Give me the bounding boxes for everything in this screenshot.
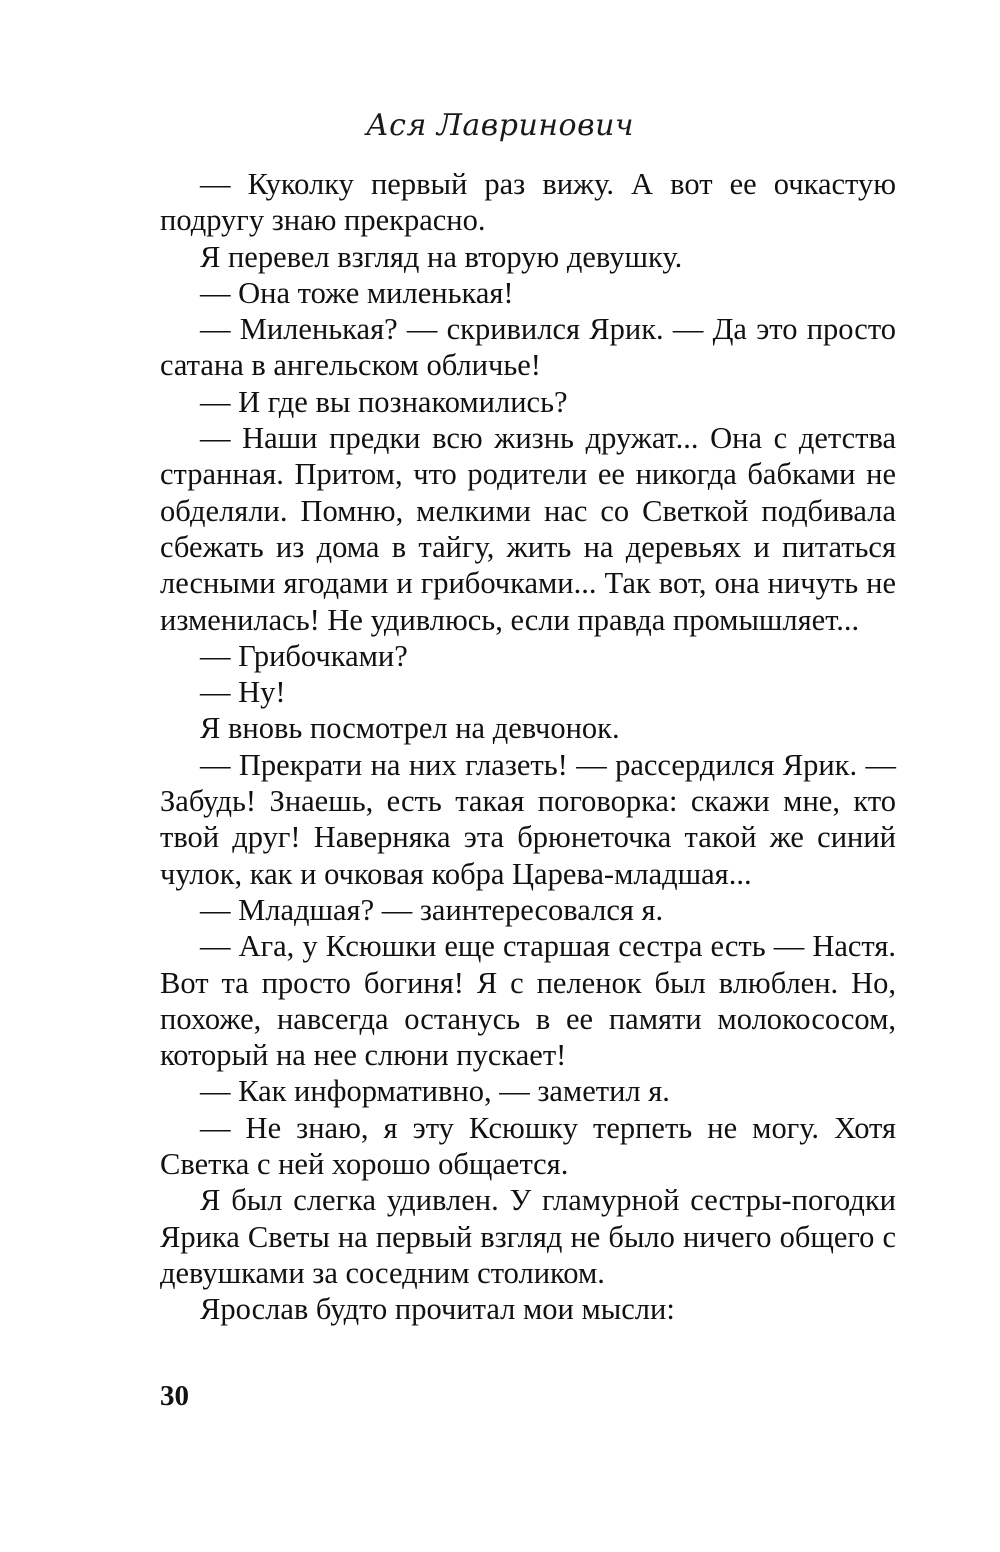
paragraph: Я вновь посмотрел на девчонок. xyxy=(200,711,620,746)
paragraph: — Грибочками? xyxy=(200,638,408,673)
paragraph: — Миленькая? — скривился Ярик. — Да это просто сатана в ангельском обличье! xyxy=(160,312,896,383)
paragraph: Я перевел взгляд на вторую девушку. xyxy=(200,239,683,274)
paragraph: — Ну! xyxy=(200,675,286,710)
paragraph: — Ага, у Ксюшки еще старшая сестра есть — Настя. Вот та просто богиня! Я с пеленок был влюблен. Но, похоже, навсегда останусь в ее памяти молокососом, который на нее слюни пускает! xyxy=(160,929,896,1073)
paragraph: — Не знаю, я эту Ксюшку терпеть не могу. Хотя Светка с ней хорошо общается. xyxy=(160,1110,896,1182)
paragraph: — Как информативно, — заметил я. xyxy=(200,1074,670,1109)
paragraph: — Наши предки всю жизнь дружат... Она с детства странная. Притом, что родители ее никогда бабками не обделяли. Помню, мелкими нас со Светкой подбивала сбежать из дома в тайгу, жить на деревьях и питаться лесными ягодами и грибочками... Так вот, она ничуть не изменилась! Не удивлюсь, если правда промышляет... xyxy=(160,421,896,637)
paragraph: Я был слегка удивлен. У гламурной сестры-погодки Ярика Светы на первый взгляд не было ничего общего с девушками за соседним столиком. xyxy=(160,1183,896,1290)
paragraph: — Она тоже миленькая! xyxy=(200,275,514,310)
paragraph: — И где вы познакомились? xyxy=(200,384,568,419)
page-number: 30 xyxy=(160,1380,189,1412)
paragraph: Ярослав будто прочитал мои мысли: xyxy=(200,1292,675,1327)
paragraph: — Младшая? — заинтересовался я. xyxy=(200,892,664,927)
paragraph: — Куколку первый раз вижу. А вот ее очкастую подругу знаю прекрасно. xyxy=(160,167,896,238)
paragraph: — Прекрати на них глазеть! — рассердился Ярик. — Забудь! Знаешь, есть такая поговорка: скажи мне, кто твой друг! Наверняка эта брюнеточка такой же синий чулок, как и очковая кобра Царева-младшая... xyxy=(160,747,896,891)
running-head-author: Ася Лавринович xyxy=(365,108,635,143)
body-text xyxy=(160,166,896,1328)
